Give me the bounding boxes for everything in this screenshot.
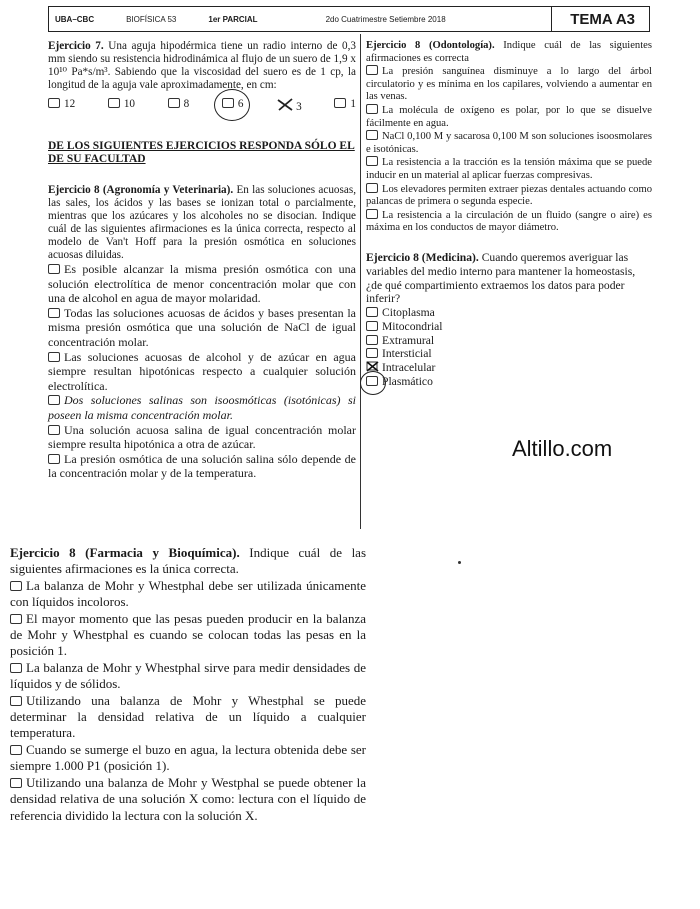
agro-options (48, 262, 356, 481)
checkbox-icon[interactable] (10, 663, 22, 673)
med-option[interactable]: Plasmático (366, 375, 652, 389)
checkbox-icon[interactable] (10, 696, 22, 706)
farm-text: Indique cuál de las siguientes afirmaciones es la única correcta. (10, 545, 367, 577)
checkbox-icon[interactable] (366, 65, 378, 75)
med-option[interactable]: Citoplasma (366, 306, 652, 320)
farm-title: Ejercicio 8 (Farmacia y Bioquímica). (10, 545, 240, 560)
handwritten-circle-mark (360, 371, 386, 395)
odonto-option[interactable]: NaCl 0,100 M y sacarosa 0,100 M son soluciones isoosmolares e isotónicas. (366, 131, 652, 155)
ejercicio-8-farmacia (10, 545, 366, 824)
section-title: DE LOS SIGUIENTES EJERCICIOS RESPONDA SÓLO EL DE SU FACULTAD (48, 140, 355, 165)
med-option[interactable]: Mitocondrial (366, 320, 652, 334)
exam-period: 2do Cuatrimestre Setiembre 2018 (325, 14, 446, 24)
agro-option[interactable]: Las soluciones acuosas de alcohol y de azúcar en agua siempre resultan hipotónicas respecto a cualquier solución electrolítica. (48, 349, 356, 393)
checkbox-icon[interactable] (48, 352, 60, 362)
checkbox-icon[interactable] (108, 98, 120, 108)
ejercicio-8-medicina (366, 251, 652, 389)
ej7-option[interactable]: 6 (222, 98, 244, 114)
ej7-option[interactable]: 10 (108, 98, 135, 114)
agro-option[interactable]: Todas las soluciones acuosas de ácidos y bases presentan la misma presión osmótica que una solución de NaCl de igual concentración molar. (48, 305, 356, 349)
ej7-option[interactable]: 3 (276, 98, 302, 114)
checkbox-icon[interactable] (48, 308, 60, 318)
checkbox-icon[interactable] (10, 745, 22, 755)
farm-statement (10, 545, 366, 578)
ejercicio-8-agronomia (48, 184, 356, 262)
agro-title: Ejercicio 8 (Agronomía y Veterinaria). (48, 184, 234, 196)
checkbox-icon[interactable] (10, 614, 22, 624)
checkbox-icon[interactable] (48, 425, 60, 435)
checkbox-icon[interactable] (366, 104, 378, 114)
farm-option[interactable]: La balanza de Mohr y Whestphal debe ser utilizada únicamente con líquidos incoloros. (10, 577, 366, 610)
ej7-text: Una aguja hipodérmica tiene un radio interno de 0,3 mm siendo su resistencia hidrodinámica al flujo de un suero de 1,9 x 10¹⁰ Pa*s/m³. Sabiendo que la viscosidad del suero es de 1 cp, la longitud de la aguja vale aproximadamente, en cm: (48, 40, 356, 91)
tema-label: TEMA A3 (551, 7, 649, 31)
odonto-option[interactable]: La presión sanguínea disminuye a lo largo del árbol circulatorio y es mínima en los capilares, volviendo a aumentar en las venas. (366, 66, 652, 103)
med-option[interactable]: Intersticial (366, 347, 652, 361)
odonto-title: Ejercicio 8 (Odontología). (366, 40, 495, 51)
checkbox-icon[interactable] (10, 581, 22, 591)
agro-option[interactable]: Dos soluciones salinas son isoosmóticas (isotónicas) si poseen la misma concentración molar. (48, 393, 356, 422)
column-divider (360, 34, 361, 529)
ej7-option[interactable]: 8 (168, 98, 190, 114)
checkbox-icon[interactable] (366, 183, 378, 193)
ejercicio-7 (48, 40, 356, 92)
odonto-text: Indique cuál de las siguientes afirmaciones es correcta (366, 40, 652, 64)
checkbox-icon[interactable] (10, 778, 22, 788)
checkbox-icon[interactable] (366, 156, 378, 166)
farm-option[interactable]: Utilizando una balanza de Mohr y Westphal se puede obtener la densidad relativa de una solución X como: lectura con el líquido de referencia dividido la lectura con la solución X. (10, 774, 366, 823)
checkbox-icon[interactable] (48, 98, 60, 108)
handwritten-circle-mark (214, 89, 250, 121)
checkbox-icon[interactable] (366, 348, 378, 358)
ej7-option[interactable]: 12 (48, 98, 75, 114)
agro-option[interactable]: Es posible alcanzar la misma presión osmótica con una solución electrolítica de menor concentración molar que con una de alcohol en agua de mayor molaridad. (48, 262, 356, 306)
ej7-option[interactable]: 1 (334, 98, 356, 114)
farm-option[interactable]: La balanza de Mohr y Whestphal sirve para medir densidades de líquidos y de sólidos. (10, 659, 366, 692)
checkbox-icon[interactable] (366, 209, 378, 219)
odonto-option[interactable]: Los elevadores permiten extraer piezas dentales actuando como palancas de primera o segunda especie. (366, 183, 652, 208)
ej7-title: Ejercicio 7. (48, 40, 104, 52)
med-option[interactable]: Intracelular (366, 361, 652, 375)
scan-speck (458, 561, 461, 564)
checkbox-icon[interactable] (168, 98, 180, 108)
checkbox-icon[interactable] (48, 264, 60, 274)
med-option[interactable]: Extramural (366, 334, 652, 348)
agro-option[interactable]: La presión osmótica de una solución salina sólo depende de la concentración molar y de la temperatura. (48, 451, 356, 481)
checkbox-icon[interactable] (334, 98, 346, 108)
watermark: Altillo.com (512, 436, 613, 461)
odonto-option[interactable]: La resistencia a la circulación de un fluido (sangre o aire) es máxima en los conductos de mayor diámetro. (366, 209, 652, 234)
med-text: Cuando queremos averiguar las variables del medio interno para mantener la homeostasis, ¿de qué compartimiento extraemos los datos para poder inferir? (366, 250, 636, 306)
checkbox-icon[interactable] (48, 454, 60, 464)
agro-text: En las soluciones acuosas, las sales, los ácidos y las bases se ionizan total o parcialmente, mientras que los azúcares y los alcoholes no se disocian. Indique cuál de las siguientes afirmaciones es la única correcta, respecto al modelo de Van't Hoff para la presión osmótica en soluciones acuosas diluidas. (48, 184, 356, 261)
ej7-options (48, 98, 356, 114)
checkbox-icon[interactable] (366, 307, 378, 317)
farm-option[interactable]: Cuando se sumerge el buzo en agua, la lectura obtenida debe ser siempre 1.000 P1 (posición 1). (10, 741, 366, 774)
farm-option[interactable]: Utilizando una balanza de Mohr y Whestphal se puede determinar la densidad relativa de un líquido a cualquier temperatura. (10, 692, 366, 741)
exam-header (48, 6, 650, 32)
checkbox-icon[interactable] (48, 395, 60, 405)
left-column (48, 40, 356, 481)
odonto-option[interactable]: La resistencia a la tracción es la tensión máxima que se puede inducir en un material al aplicar fuerzas compresivas. (366, 157, 652, 181)
odonto-option[interactable]: La molécula de oxígeno es polar, por lo que se disuelve fácilmente en agua. (366, 104, 652, 129)
checkbox-icon[interactable] (366, 335, 378, 345)
subject: BIOFÍSICA 53 (126, 14, 177, 24)
institution: UBA–CBC (55, 14, 95, 24)
ejercicio-8-odontologia (366, 40, 652, 65)
checkbox-icon[interactable] (366, 130, 378, 140)
checkbox-icon[interactable] (366, 321, 378, 331)
farm-option[interactable]: El mayor momento que las pesas pueden producir en la balanza de Mohr y Whestphal es cuando se colocan todas las pesas en la posición 1. (10, 610, 366, 659)
cross-mark-icon (276, 98, 294, 112)
med-statement (366, 251, 652, 306)
agro-option[interactable]: Una solución acuosa salina de igual concentración molar siempre resulta hipotónica a otra de azúcar. (48, 422, 356, 452)
exam-name: 1er PARCIAL (208, 14, 258, 24)
right-column (366, 40, 652, 389)
med-title: Ejercicio 8 (Medicina). (366, 250, 479, 264)
